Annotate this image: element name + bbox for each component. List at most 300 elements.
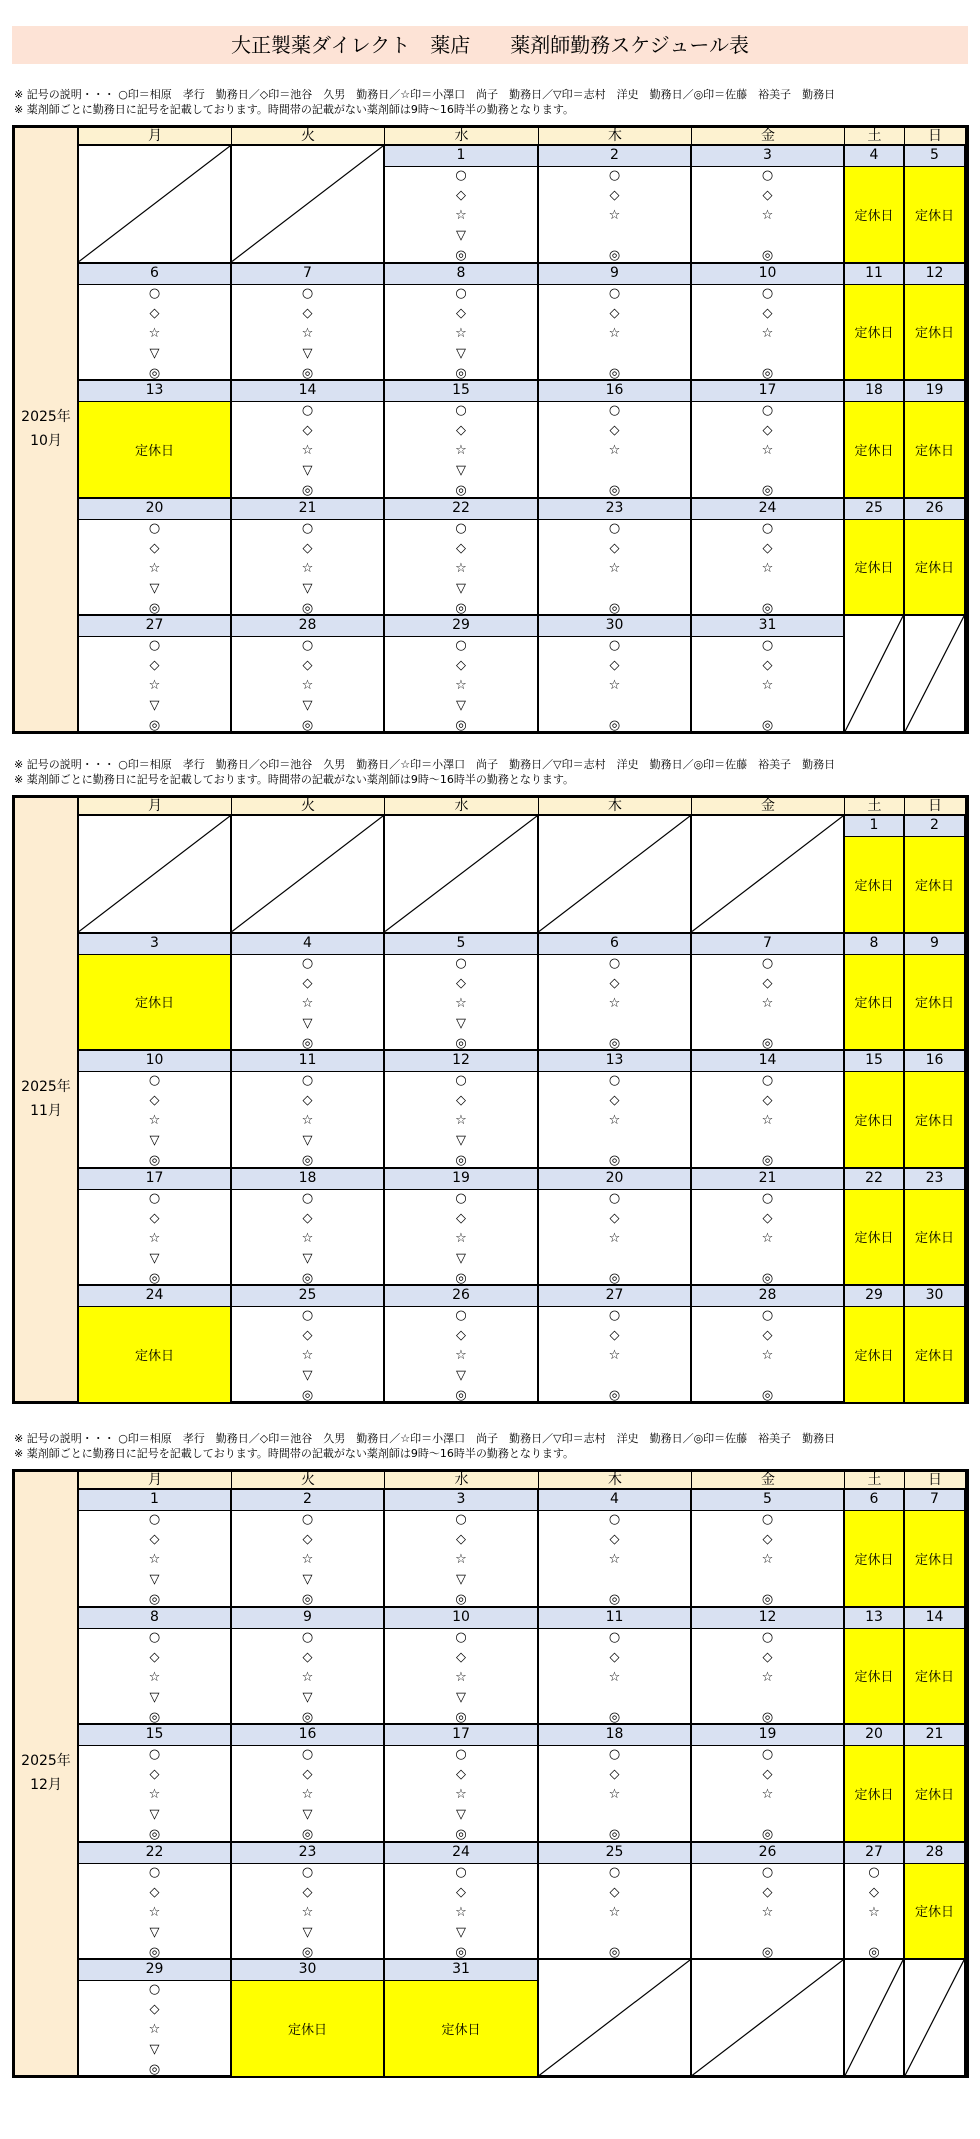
holiday-label: 定休日: [845, 167, 903, 262]
day-cell: [845, 146, 905, 264]
day-cell: [539, 1286, 692, 1404]
empty-day-cell: [232, 146, 385, 264]
pharmacist-mark: ☆: [455, 1787, 467, 1802]
pharmacist-mark: ◎: [148, 1270, 161, 1286]
pharmacist-mark: ○: [301, 1629, 314, 1645]
day-number: 12: [385, 1051, 537, 1072]
pharmacist-mark: ○: [455, 403, 467, 418]
empty-day-cell: [845, 1960, 905, 2078]
pharmacist-mark: ◎: [608, 1270, 621, 1286]
day-cell: [905, 1490, 966, 1608]
weekday-header: 土: [845, 128, 905, 146]
pharmacist-mark: ○: [761, 285, 774, 301]
pharmacist-mark: ○: [608, 638, 621, 653]
day-number: 11: [232, 1051, 383, 1072]
pharmacist-mark: ◎: [608, 1709, 621, 1725]
day-cell: [79, 1286, 232, 1404]
day-number: 8: [79, 1608, 230, 1629]
empty-diagonal: [79, 146, 230, 262]
day-number: 28: [232, 616, 383, 637]
day-cell: [539, 499, 692, 617]
day-cell: [79, 1169, 232, 1287]
day-cell: [692, 1051, 845, 1169]
pharmacist-mark: ☆: [608, 325, 621, 341]
pharmacist-mark: ☆: [455, 1552, 467, 1567]
pharmacist-mark: ▽: [456, 1572, 466, 1587]
month-label: [15, 128, 79, 731]
day-number: 31: [385, 1960, 537, 1981]
pharmacist-mark: ○: [608, 1864, 621, 1880]
pharmacist-mark: ☆: [148, 1113, 161, 1128]
pharmacist-mark: ◎: [455, 1270, 467, 1286]
holiday-label: 定休日: [845, 285, 903, 380]
pharmacist-mark: ◇: [149, 1767, 160, 1782]
pharmacist-mark: ◇: [762, 540, 773, 556]
pharmacist-mark: ◇: [456, 975, 466, 991]
day-number: 6: [79, 264, 230, 285]
day-number: 31: [692, 616, 843, 637]
day-cell: [385, 616, 539, 734]
pharmacist-mark: ☆: [608, 443, 621, 458]
pharmacist-mark: ☆: [148, 1904, 161, 1920]
pharmacist-mark: ▽: [456, 1924, 466, 1940]
pharmacist-mark: ○: [761, 955, 774, 971]
pharmacist-mark: ▽: [302, 1133, 313, 1148]
holiday-label: 定休日: [845, 1511, 903, 1606]
pharmacist-mark: ▽: [456, 1250, 466, 1266]
pharmacist-mark: ◎: [301, 1035, 314, 1051]
pharmacist-mark: ◇: [762, 1210, 773, 1226]
pharmacist-mark: ◇: [149, 540, 160, 556]
empty-day-cell: [905, 1960, 966, 2078]
day-number: 19: [692, 1725, 843, 1746]
pharmacist-mark: ◎: [455, 1944, 467, 1960]
pharmacist-mark: ◎: [301, 1592, 314, 1607]
pharmacist-mark: ◇: [302, 423, 313, 438]
day-cell: [232, 264, 385, 382]
day-cell: [845, 1725, 905, 1843]
weekday-header: 日: [905, 798, 966, 816]
pharmacist-mark: ◎: [608, 600, 621, 616]
day-number: 19: [385, 1169, 537, 1190]
day-number: 10: [385, 1608, 537, 1629]
day-number: 4: [232, 934, 383, 955]
holiday-label: 定休日: [905, 1746, 964, 1841]
day-number: 15: [79, 1725, 230, 1746]
day-cell: [905, 816, 966, 934]
pharmacist-mark: ○: [761, 1308, 774, 1323]
pharmacist-mark: ☆: [761, 325, 774, 341]
day-number: 22: [385, 499, 537, 520]
pharmacist-mark: ◇: [456, 1649, 466, 1665]
pharmacist-mark: ◎: [301, 1827, 314, 1842]
pharmacist-mark: ◎: [761, 1153, 774, 1168]
pharmacist-mark: ☆: [301, 1348, 314, 1363]
day-cell: [692, 1490, 845, 1608]
day-number: 15: [845, 1051, 903, 1072]
day-number: 29: [845, 1286, 903, 1307]
pharmacist-mark: ◎: [301, 365, 314, 381]
weekday-header: 火: [232, 1472, 385, 1490]
holiday-label: 定休日: [845, 955, 903, 1050]
pharmacist-mark: ◇: [609, 540, 620, 556]
pharmacist-mark: ◇: [762, 1328, 773, 1343]
pharmacist-mark: ☆: [301, 1787, 314, 1802]
pharmacist-mark: ☆: [761, 1552, 774, 1567]
pharmacist-mark: ◎: [608, 1944, 621, 1960]
day-cell: [539, 934, 692, 1052]
weekday-header: 金: [692, 1472, 845, 1490]
day-number: 10: [692, 264, 843, 285]
pharmacist-mark: ◎: [301, 600, 314, 616]
month-calendar: [12, 1469, 969, 2078]
pharmacist-mark: ◇: [762, 1093, 773, 1108]
pharmacist-mark: ☆: [608, 1904, 621, 1920]
day-cell: [232, 1960, 385, 2078]
day-number: 24: [79, 1286, 230, 1307]
day-number: 18: [539, 1725, 690, 1746]
pharmacist-mark: ○: [148, 1629, 161, 1645]
pharmacist-mark: ◎: [608, 1153, 621, 1168]
day-number: 7: [232, 264, 383, 285]
day-cell: [845, 1051, 905, 1169]
pharmacist-mark: ◎: [761, 483, 774, 498]
holiday-label: 定休日: [905, 402, 964, 497]
holiday-label: 定休日: [845, 1190, 903, 1285]
empty-diagonal: [539, 816, 690, 932]
month-text: 11月: [30, 1103, 62, 1120]
holiday-label: 定休日: [79, 1307, 230, 1402]
pharmacist-mark: ◇: [762, 658, 773, 673]
pharmacist-mark: ◎: [761, 248, 774, 263]
day-cell: [385, 934, 539, 1052]
pharmacist-mark: ○: [301, 1073, 314, 1088]
pharmacist-mark: ☆: [148, 325, 161, 341]
day-number: 13: [79, 381, 230, 402]
pharmacist-mark: ○: [608, 285, 621, 301]
pharmacist-mark: ◇: [149, 305, 160, 321]
pharmacist-mark: ☆: [301, 1113, 314, 1128]
day-cell: [845, 934, 905, 1052]
weekday-header: 金: [692, 798, 845, 816]
pharmacist-mark: ◇: [456, 1532, 466, 1547]
pharmacist-mark: ▽: [456, 698, 466, 713]
pharmacist-mark: ☆: [301, 325, 314, 341]
day-number: 27: [845, 1843, 903, 1864]
pharmacist-mark: ◇: [149, 1884, 160, 1900]
pharmacist-mark: ◇: [869, 1884, 879, 1900]
pharmacist-mark: ◎: [608, 483, 621, 498]
day-cell: [79, 1725, 232, 1843]
day-cell: [905, 1843, 966, 1961]
pharmacist-mark: ▽: [149, 1689, 160, 1705]
pharmacist-mark: ◎: [148, 2062, 161, 2077]
weekday-header: 金: [692, 128, 845, 146]
day-cell: [845, 1490, 905, 1608]
pharmacist-mark: ○: [761, 1073, 774, 1088]
day-number: 17: [79, 1169, 230, 1190]
pharmacist-mark: ☆: [608, 1787, 621, 1802]
pharmacist-mark: ◇: [302, 1210, 313, 1226]
pharmacist-mark: ☆: [301, 678, 314, 693]
pharmacist-mark: ◇: [456, 1093, 466, 1108]
pharmacist-mark: ◎: [301, 1270, 314, 1286]
pharmacist-mark: ◎: [148, 1944, 161, 1960]
day-cell: [232, 1843, 385, 1961]
pharmacist-mark: ◇: [456, 188, 466, 203]
pharmacist-mark: ◇: [456, 423, 466, 438]
day-cell: [232, 381, 385, 499]
pharmacist-mark: ◎: [148, 1153, 161, 1168]
year-text: 2025年: [21, 1079, 71, 1096]
pharmacist-mark: ◇: [302, 658, 313, 673]
empty-day-cell: [905, 616, 966, 734]
pharmacist-mark: ◇: [302, 1767, 313, 1782]
pharmacist-mark: ◇: [456, 1884, 466, 1900]
day-cell: [385, 146, 539, 264]
day-number: 25: [845, 499, 903, 520]
day-cell: [692, 616, 845, 734]
day-number: 9: [905, 934, 964, 955]
pharmacist-mark: ◇: [609, 1328, 620, 1343]
pharmacist-mark: ☆: [455, 1904, 467, 1920]
pharmacist-mark: ▽: [302, 580, 313, 596]
pharmacist-mark: ○: [608, 1747, 621, 1762]
schedule-note: ※ 薬剤師ごとに勤務日に記号を記載しております。時間帯の記載がない薬剤師は9時～16時半の勤務となります。: [14, 1447, 574, 1460]
pharmacist-mark: ○: [301, 1512, 314, 1527]
day-cell: [539, 1608, 692, 1726]
day-cell: [692, 1843, 845, 1961]
day-cell: [79, 616, 232, 734]
day-cell: [692, 1725, 845, 1843]
day-cell: [232, 499, 385, 617]
holiday-label: 定休日: [905, 1307, 964, 1402]
empty-diagonal: [845, 1960, 903, 2076]
pharmacist-mark: ◇: [456, 305, 466, 321]
empty-diagonal: [845, 616, 903, 732]
day-number: 28: [692, 1286, 843, 1307]
day-number: 26: [385, 1286, 537, 1307]
holiday-label: 定休日: [905, 167, 964, 262]
pharmacist-mark: ◇: [149, 2002, 160, 2017]
day-number: 20: [845, 1725, 903, 1746]
day-cell: [845, 816, 905, 934]
pharmacist-mark: ○: [455, 1190, 467, 1206]
month-calendar: [12, 795, 969, 1404]
day-number: 12: [905, 264, 964, 285]
day-cell: [692, 934, 845, 1052]
pharmacist-mark: ◇: [609, 1767, 620, 1782]
pharmacist-mark: ▽: [456, 228, 466, 243]
pharmacist-mark: ☆: [761, 1669, 774, 1685]
day-number: 1: [385, 146, 537, 167]
pharmacist-mark: ◎: [301, 1944, 314, 1960]
day-cell: [232, 1051, 385, 1169]
day-number: 22: [845, 1169, 903, 1190]
pharmacist-mark: ○: [608, 403, 621, 418]
pharmacist-mark: ◎: [608, 1592, 621, 1607]
pharmacist-mark: ◎: [148, 600, 161, 616]
pharmacist-mark: ○: [761, 1629, 774, 1645]
holiday-label: 定休日: [905, 1190, 964, 1285]
day-number: 15: [385, 381, 537, 402]
pharmacist-mark: ☆: [148, 1787, 161, 1802]
day-number: 4: [539, 1490, 690, 1511]
pharmacist-mark: ☆: [301, 560, 314, 576]
day-number: 21: [232, 499, 383, 520]
day-number: 5: [692, 1490, 843, 1511]
day-cell: [385, 1286, 539, 1404]
pharmacist-mark: ▽: [456, 1368, 466, 1383]
day-cell: [905, 499, 966, 617]
pharmacist-mark: ☆: [608, 560, 621, 576]
pharmacist-mark: ○: [148, 638, 161, 653]
pharmacist-mark: ◎: [761, 1944, 774, 1960]
empty-diagonal: [905, 1960, 964, 2076]
pharmacist-mark: ◎: [301, 1709, 314, 1725]
pharmacist-mark: ◎: [301, 718, 314, 733]
day-cell: [845, 1169, 905, 1287]
day-number: 13: [845, 1608, 903, 1629]
pharmacist-mark: ○: [455, 1512, 467, 1527]
day-number: 10: [79, 1051, 230, 1072]
pharmacist-mark: ▽: [456, 1807, 466, 1822]
holiday-label: 定休日: [905, 285, 964, 380]
pharmacist-mark: ☆: [148, 1230, 161, 1246]
day-number: 29: [79, 1960, 230, 1981]
pharmacist-mark: ☆: [761, 443, 774, 458]
day-number: 30: [905, 1286, 964, 1307]
month-label: [15, 1472, 79, 2075]
legend-note: ※ 記号の説明・・・ ○印＝相原 孝行 勤務日／◇印＝池谷 久男 勤務日／☆印＝小澤口 尚子 勤務日／▽印＝志村 洋史 勤務日／◎印＝佐藤 裕美子 勤務日: [14, 88, 836, 101]
day-cell: [905, 1169, 966, 1287]
day-number: 3: [79, 934, 230, 955]
holiday-label: 定休日: [79, 955, 230, 1050]
pharmacist-mark: ☆: [455, 560, 467, 576]
empty-day-cell: [845, 616, 905, 734]
day-number: 27: [79, 616, 230, 637]
holiday-label: 定休日: [385, 1981, 537, 2076]
day-number: 2: [905, 816, 964, 837]
pharmacist-mark: ○: [608, 168, 621, 183]
pharmacist-mark: ◇: [762, 1884, 773, 1900]
pharmacist-mark: ☆: [455, 325, 467, 341]
day-cell: [539, 616, 692, 734]
month-text: 12月: [30, 1777, 62, 1794]
pharmacist-mark: ☆: [455, 1230, 467, 1246]
day-number: 11: [539, 1608, 690, 1629]
day-cell: [79, 934, 232, 1052]
pharmacist-mark: ☆: [301, 1669, 314, 1685]
day-cell: [692, 1169, 845, 1287]
pharmacist-mark: ▽: [456, 1133, 466, 1148]
day-cell: [232, 616, 385, 734]
day-number: 9: [232, 1608, 383, 1629]
day-cell: [232, 1725, 385, 1843]
empty-day-cell: [79, 146, 232, 264]
day-cell: [79, 1960, 232, 2078]
day-cell: [385, 1051, 539, 1169]
pharmacist-mark: ○: [761, 1190, 774, 1206]
pharmacist-mark: ◇: [762, 1767, 773, 1782]
day-number: 1: [845, 816, 903, 837]
day-number: 28: [905, 1843, 964, 1864]
day-number: 19: [905, 381, 964, 402]
pharmacist-mark: ○: [608, 1308, 621, 1323]
day-number: 7: [905, 1490, 964, 1511]
pharmacist-mark: ▽: [302, 698, 313, 713]
day-number: 30: [232, 1960, 383, 1981]
pharmacist-mark: ☆: [761, 1348, 774, 1363]
pharmacist-mark: ◎: [761, 1592, 774, 1607]
day-number: 17: [385, 1725, 537, 1746]
day-cell: [385, 381, 539, 499]
pharmacist-mark: ◎: [455, 1035, 467, 1051]
pharmacist-mark: ◎: [761, 718, 774, 733]
pharmacist-mark: ☆: [148, 1669, 161, 1685]
pharmacist-mark: ○: [301, 520, 314, 536]
pharmacist-mark: ☆: [455, 995, 467, 1011]
pharmacist-mark: ◎: [301, 1388, 314, 1403]
day-cell: [905, 1608, 966, 1726]
day-cell: [385, 1490, 539, 1608]
pharmacist-mark: ☆: [761, 995, 774, 1011]
pharmacist-mark: ○: [301, 285, 314, 301]
pharmacist-mark: ☆: [301, 1230, 314, 1246]
pharmacist-mark: ☆: [761, 560, 774, 576]
pharmacist-mark: ○: [148, 1864, 161, 1880]
pharmacist-mark: ○: [301, 638, 314, 653]
pharmacist-mark: ◇: [609, 975, 620, 991]
day-number: 21: [905, 1725, 964, 1746]
day-cell: [232, 1490, 385, 1608]
day-cell: [232, 934, 385, 1052]
pharmacist-mark: ◇: [609, 423, 620, 438]
day-cell: [79, 499, 232, 617]
pharmacist-mark: ○: [455, 1629, 467, 1645]
pharmacist-mark: ▽: [149, 698, 160, 713]
pharmacist-mark: ○: [148, 1190, 161, 1206]
month-label: [15, 798, 79, 1401]
day-number: 18: [232, 1169, 383, 1190]
pharmacist-mark: ◎: [148, 718, 161, 733]
schedule-note: ※ 薬剤師ごとに勤務日に記号を記載しております。時間帯の記載がない薬剤師は9時～16時半の勤務となります。: [14, 103, 574, 116]
holiday-label: 定休日: [845, 837, 903, 932]
empty-day-cell: [692, 816, 845, 934]
pharmacist-mark: ◇: [149, 1093, 160, 1108]
day-cell: [539, 264, 692, 382]
empty-day-cell: [539, 816, 692, 934]
day-number: 18: [845, 381, 903, 402]
holiday-label: 定休日: [905, 955, 964, 1050]
pharmacist-mark: ◇: [302, 1328, 313, 1343]
empty-day-cell: [232, 816, 385, 934]
pharmacist-mark: ◇: [302, 1884, 313, 1900]
pharmacist-mark: ◇: [302, 1649, 313, 1665]
pharmacist-mark: ☆: [455, 1348, 467, 1363]
day-number: 16: [905, 1051, 964, 1072]
holiday-label: 定休日: [905, 1072, 964, 1167]
day-cell: [385, 499, 539, 617]
day-number: 24: [385, 1843, 537, 1864]
pharmacist-mark: ◇: [456, 1328, 466, 1343]
day-number: 14: [905, 1608, 964, 1629]
pharmacist-mark: ○: [761, 403, 774, 418]
empty-day-cell: [692, 1960, 845, 2078]
day-cell: [905, 1051, 966, 1169]
pharmacist-mark: ○: [301, 403, 314, 418]
day-cell: [905, 381, 966, 499]
